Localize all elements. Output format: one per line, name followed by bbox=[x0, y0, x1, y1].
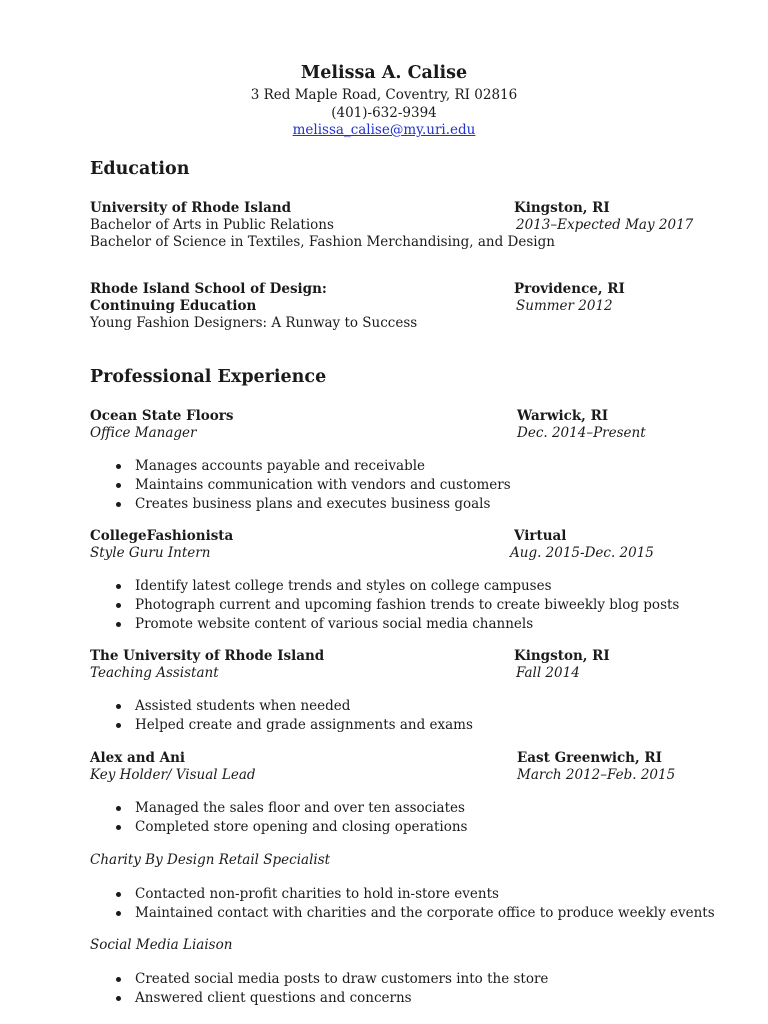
list-item: Promote website content of various social media channels bbox=[113, 615, 679, 634]
bullet-icon bbox=[116, 483, 121, 488]
list-item: Photograph current and upcoming fashion trends to create biweekly blog posts bbox=[113, 596, 679, 615]
school-name: University of Rhode Island bbox=[90, 200, 292, 216]
bullet-icon bbox=[116, 825, 121, 830]
education-date: 2013–Expected May 2017 bbox=[516, 217, 694, 233]
job-role: Key Holder/ Visual Lead bbox=[90, 767, 256, 783]
education-heading: Education bbox=[90, 159, 190, 179]
list-item: Helped create and grade assignments and exams bbox=[113, 716, 473, 735]
bullet-icon bbox=[116, 723, 121, 728]
list-item: Manages accounts payable and receivable bbox=[113, 457, 511, 476]
list-item: Assisted students when needed bbox=[113, 697, 473, 716]
school-name-continued: Continuing Education bbox=[90, 298, 257, 314]
bullet-icon bbox=[116, 622, 121, 627]
job-location: Virtual bbox=[514, 528, 567, 544]
job-role: Teaching Assistant bbox=[90, 665, 219, 681]
bullet-icon bbox=[116, 584, 121, 589]
company-name: Ocean State Floors bbox=[90, 408, 234, 424]
job-bullets bbox=[113, 577, 679, 634]
address: 3 Red Maple Road, Coventry, RI 02816 bbox=[250, 87, 518, 103]
sub-role: Social Media Liaison bbox=[90, 937, 233, 953]
school-location: Providence, RI bbox=[514, 281, 625, 297]
school-location: Kingston, RI bbox=[514, 200, 610, 216]
job-bullets bbox=[113, 799, 467, 837]
company-name: Alex and Ani bbox=[90, 750, 186, 766]
program: Young Fashion Designers: A Runway to Success bbox=[90, 315, 418, 331]
job-date: Fall 2014 bbox=[516, 665, 580, 681]
list-item: Creates business plans and executes business goals bbox=[113, 495, 511, 514]
education-date: Summer 2012 bbox=[516, 298, 613, 314]
bullet-icon bbox=[116, 892, 121, 897]
applicant-name: Melissa A. Calise bbox=[300, 63, 468, 83]
school-name: Rhode Island School of Design: bbox=[90, 281, 327, 297]
list-item: Contacted non-profit charities to hold in-store events bbox=[113, 885, 715, 904]
experience-heading: Professional Experience bbox=[90, 367, 327, 387]
sub-role-bullets bbox=[113, 970, 548, 1008]
bullet-icon bbox=[116, 502, 121, 507]
company-name: CollegeFashionista bbox=[90, 528, 234, 544]
job-date: Aug. 2015-Dec. 2015 bbox=[510, 545, 654, 561]
phone-number: (401)-632-9394 bbox=[331, 105, 437, 121]
list-item: Created social media posts to draw customers into the store bbox=[113, 970, 548, 989]
job-date: March 2012–Feb. 2015 bbox=[517, 767, 676, 783]
list-item: Maintained contact with charities and the corporate office to produce weekly events bbox=[113, 904, 715, 923]
job-bullets bbox=[113, 457, 511, 514]
email-line bbox=[0, 122, 768, 139]
sub-role: Charity By Design Retail Specialist bbox=[90, 852, 331, 868]
sub-role-bullets bbox=[113, 885, 715, 923]
job-location: Warwick, RI bbox=[517, 408, 609, 424]
email-link[interactable]: melissa_calise@my.uri.edu bbox=[292, 122, 476, 138]
bullet-icon bbox=[116, 464, 121, 469]
job-date: Dec. 2014–Present bbox=[517, 425, 646, 441]
company-name: The University of Rhode Island bbox=[90, 648, 325, 664]
job-location: East Greenwich, RI bbox=[517, 750, 662, 766]
bullet-icon bbox=[116, 977, 121, 982]
job-role: Office Manager bbox=[90, 425, 197, 441]
degree: Bachelor of Arts in Public Relations bbox=[90, 217, 334, 233]
bullet-icon bbox=[116, 704, 121, 709]
bullet-icon bbox=[116, 603, 121, 608]
job-location: Kingston, RI bbox=[514, 648, 610, 664]
list-item: Completed store opening and closing operations bbox=[113, 818, 467, 837]
bullet-icon bbox=[116, 996, 121, 1001]
job-bullets bbox=[113, 697, 473, 735]
job-role: Style Guru Intern bbox=[90, 545, 211, 561]
bullet-icon bbox=[116, 806, 121, 811]
list-item: Identify latest college trends and styles on college campuses bbox=[113, 577, 679, 596]
bullet-icon bbox=[116, 911, 121, 916]
degree: Bachelor of Science in Textiles, Fashion Merchandising, and Design bbox=[90, 234, 555, 250]
list-item: Maintains communication with vendors and customers bbox=[113, 476, 511, 495]
list-item: Answered client questions and concerns bbox=[113, 989, 548, 1008]
list-item: Managed the sales floor and over ten associates bbox=[113, 799, 467, 818]
